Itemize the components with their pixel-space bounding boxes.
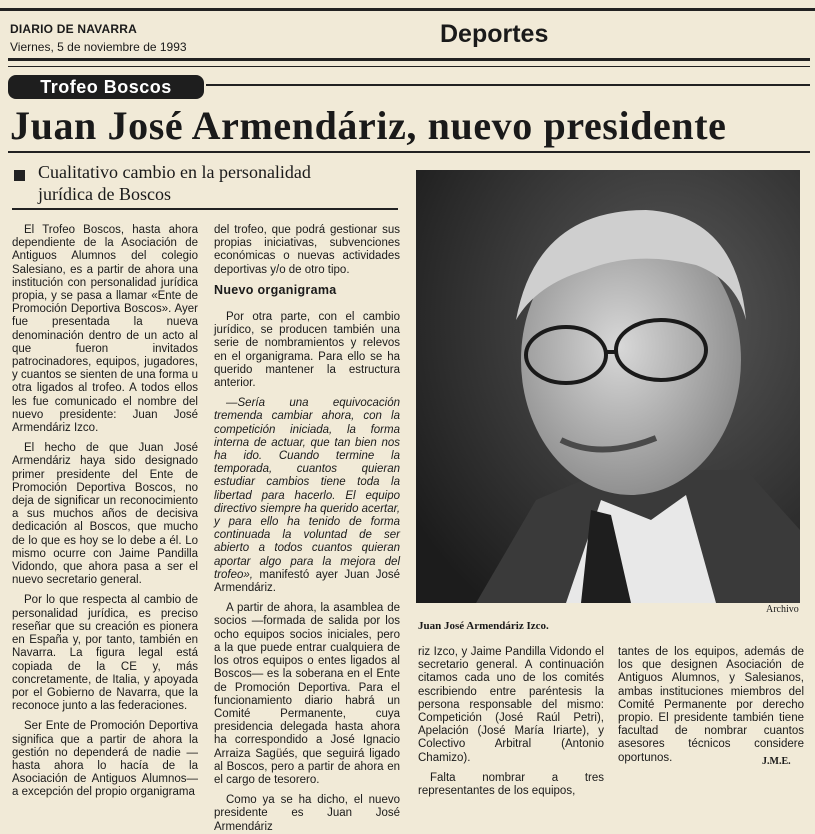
col4-paragraph-1: tantes de los equipos, además de los que designen Asociación de Antiguos Alumnos, y Salesianos, ambas instituciones miembros del Comité Permanente por derecho propio. El presidente también tiene facultad de nombrar cuantos asesores técnicos considere oportunos. [618,646,804,764]
col2-intro: del trofeo, que podrá gestionar sus propias iniciativas, subvenciones económicas o nuevas actividades deportivas y/o de otro tipo. [214,224,400,276]
subhead-line-2: jurídica de Boscos [38,184,171,204]
headline-rule [8,151,810,153]
col3-paragraph-2: Falta nombrar a tres representantes de los equipos, [418,771,604,798]
col2-paragraph-3: Como ya se ha dicho, el nuevo presidente es Juan José Armendáriz [214,794,400,833]
portrait-illustration [416,170,800,603]
col2-quote: —Sería una equivocación tremenda cambiar ahora, con la competición iniciada, la forma interna de actuar, que tan bien nos ha ido. Cuando termine la temporada, cuantos quieran estudiar cambios tiene toda la libertad para hacerlo. El equipo directivo siempre ha querido acertar, y para ello ha tenido de forma continuada la voluntad de ser abierto a todos cuantos quieran aportar algo para la mejora del trofeo», [214,397,401,581]
issue-date: Viernes, 5 de noviembre de 1993 [10,40,187,54]
subhead [38,161,398,205]
col1-paragraph-1: El Trofeo Boscos, hasta ahora dependiente de la Asociación de Antiguos Alumnos del colegio Salesiano, es a partir de ahora una institución con personalidad jurídica propia, y se pasa a llamar «Ente de Promoción Deportiva Boscos». Ayer fue presentada la nueva denominación dentro de un acto al que fueron invitados patrocinadores, equipos, jugadores, y cuantos se sienten de una forma u otra ligados al trofeo. A todos ellos les fue comunicado el nombre del nuevo presidente: Juan José Armendáriz Izco. [12,224,198,435]
subhead-line-1: Cualitativo cambio en la personalidad [38,162,311,182]
header-rule-thin [8,66,810,67]
newspaper-name: DIARIO DE NAVARRA [10,22,137,36]
kicker-rule [206,84,810,86]
article-column-3 [418,646,604,798]
col3-paragraph-1: riz Izco, y Jaime Pandilla Vidondo el secretario general. A continuación citamos cada uno de los comités escribiendo entre paréntesis la persona responsable del mismo: Competición (José Raúl Petri), Apelación (José María Iriarte), y Colectivo Arbitral (Antonio Chamizo). [418,646,604,764]
photo-credit: Archivo [766,604,799,615]
top-rule [0,8,815,11]
col1-paragraph-2: El hecho de que Juan José Armendáriz haya sido designado primer presidente del Ente de Promoción Deportiva Boscos, no deja de significar un reconocimiento a sus muchos años de decisiva dedicación al Boscos, que mucho de lo que es hoy se lo debe a él. Lo mismo ocurre con Jaime Pandilla Vidondo, que ahora pasa a ser el nuevo secretario general. [12,442,198,587]
col1-paragraph-3: Por lo que respecta al cambio de personalidad jurídica, es preciso reseñar que su creación es pionera en España y, por tanto, también en Navarra. La figura legal está copiada de la CE y, más concretamente, de Italia, y apoyada por el Gobierno de Navarra, que la reconoce junto a las federaciones. [12,594,198,713]
col2-paragraph-1: Por otra parte, con el cambio jurídico, se producen también una serie de nombramientos y relevos en el organigrama. Para ello se ha querido mantener la estructura anterior. [214,311,400,390]
col2-quote-paragraph [214,397,400,595]
headline: Juan José Armendáriz, nuevo presidente [10,103,727,148]
subhead-rule [12,208,398,210]
article-column-1 [12,224,198,799]
kicker-label: Trofeo Boscos [8,75,204,99]
col2-paragraph-2: A partir de ahora, la asamblea de socios —formada de salida por los ocho equipos socios iniciales, pero a la que puede entrar cualquiera de los otros equipos o entes ligados al Boscos— es la soberana en el Ente de Promoción Deportiva. Para el funcionamiento diario habrá un Comité Permanente, cuya presidencia delegada hasta ahora ha correspondido a José Ignacio Arraiza Sagüés, que seguirá ligado al Boscos, pero a partir de ahora en el cargo de tesorero. [214,602,400,786]
article-column-2 [214,224,401,833]
author-signature: J.M.E. [762,756,791,767]
photo-caption: Juan José Armendáriz Izco. [418,620,549,632]
header-rule-thick [8,58,810,61]
col2-quote-attribution: manifestó ayer Juan José Armendáriz. [214,568,400,595]
subhead-bullet-icon [14,170,25,181]
section-title: Deportes [440,20,549,48]
portrait-photo [416,170,800,603]
subheading-nuevo-organigrama: Nuevo organigrama [214,282,337,297]
col1-paragraph-4: Ser Ente de Promoción Deportiva significa que a partir de ahora la gestión no dependerá de nadie —hasta ahora lo hacía de la Asociación de Antiguos Alumnos— a excepción del propio organigrama [12,720,198,799]
